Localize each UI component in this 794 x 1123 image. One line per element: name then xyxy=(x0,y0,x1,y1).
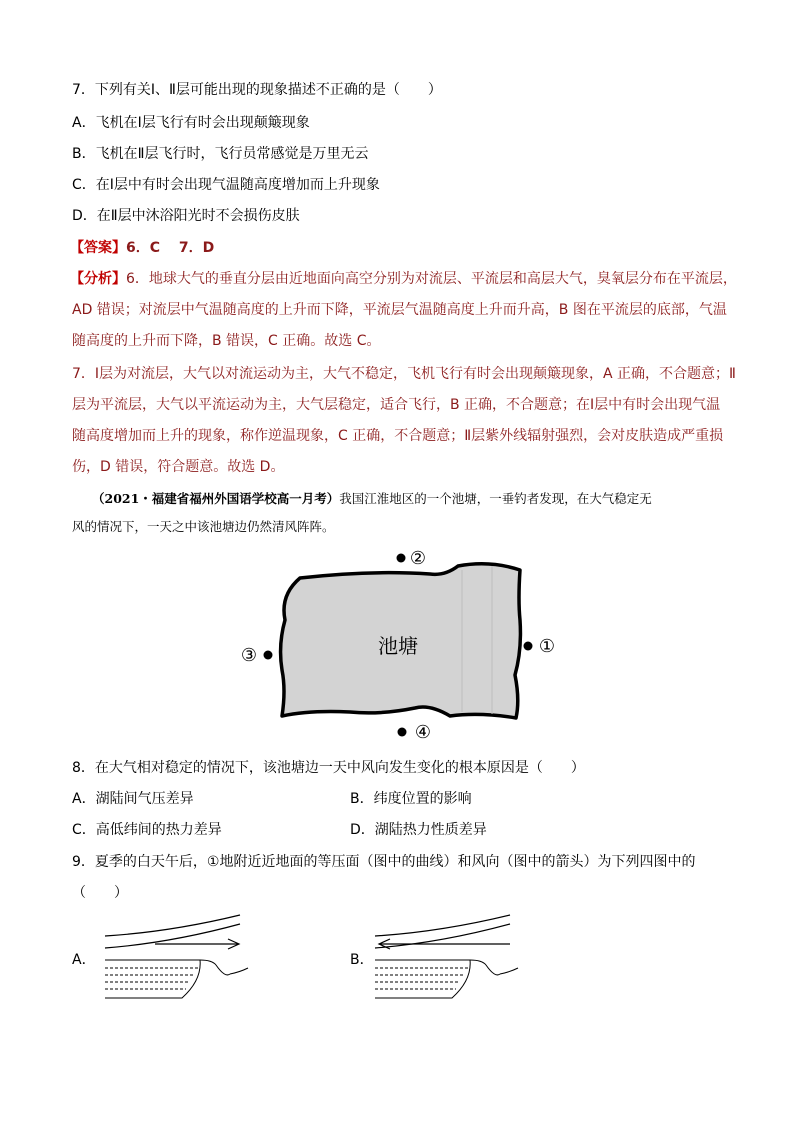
point-2-label: ② xyxy=(409,548,427,569)
point-2-dot xyxy=(397,554,406,563)
q8-option-a: A．湖陆间气压差异 xyxy=(72,791,194,807)
q9-option-b-label: B． xyxy=(350,952,374,968)
q8-option-b: B．纬度位置的影响 xyxy=(350,791,472,807)
q7-option-a: A．飞机在Ⅰ层飞行有时会出现颠簸现象 xyxy=(72,115,310,131)
q9-option-a-label: A． xyxy=(72,952,96,968)
q7-option-c: C．在Ⅰ层中有时会出现气温随高度增加而上升现象 xyxy=(72,177,380,193)
q7-option-d: D．在Ⅱ层中沐浴阳光时不会损伤皮肤 xyxy=(72,208,300,224)
analysis-line-1 xyxy=(70,269,737,289)
isobar-upper xyxy=(375,915,510,936)
point-1-label: ① xyxy=(538,636,556,657)
point-3-dot xyxy=(264,651,273,660)
q8-option-c: C．高低纬间的热力差异 xyxy=(72,822,222,838)
point-4-dot xyxy=(398,728,407,737)
q8-option-d: D．湖陆热力性质差异 xyxy=(350,822,487,838)
analysis-line-4: 7．Ⅰ层为对流层，大气以对流运动为主，大气不稳定，飞机飞行有时会出现颠簸现象，A 正确，不合题意；Ⅱ xyxy=(72,366,736,382)
analysis-line-7: 伤，D 错误，符合题意。故选 D。 xyxy=(72,459,285,475)
source-tag: （2021・福建省福州外国语学校高一月考） xyxy=(92,491,340,506)
source-line-2: 风的情况下，一天之中该池塘边仍然清风阵阵。 xyxy=(72,519,335,534)
q7-stem: 7．下列有关Ⅰ、Ⅱ层可能出现的现象描述不正确的是（ ） xyxy=(72,82,442,98)
pond-figure xyxy=(230,540,570,745)
source-line-1 xyxy=(92,490,652,508)
land-slope xyxy=(470,960,500,975)
point-3-label: ③ xyxy=(240,645,258,666)
answer-line xyxy=(70,238,214,258)
q9-option-a-figure xyxy=(100,910,250,1010)
land-slope xyxy=(230,968,248,974)
pond-label: 池塘 xyxy=(378,634,418,658)
point-1-dot xyxy=(524,642,533,651)
basin-floor xyxy=(375,960,470,998)
point-4-label: ④ xyxy=(414,722,432,743)
isobar-upper xyxy=(105,915,240,936)
land-slope xyxy=(200,960,230,975)
basin-floor xyxy=(105,960,200,998)
q9-paren: （ ） xyxy=(72,885,128,901)
analysis-line-5: 层为平流层，大气以平流运动为主，大气层稳定，适合飞行，B 正确，不合题意；在Ⅰ层中有时会出现气温 xyxy=(72,397,721,413)
analysis-line-3: 随高度的上升而下降，B 错误，C 正确。故选 C。 xyxy=(72,333,381,349)
analysis-text-1: 6．地球大气的垂直分层由近地面向高空分别为对流层、平流层和高层大气，臭氧层分布在平流层， xyxy=(126,271,737,287)
analysis-tag: 【分析】 xyxy=(70,271,126,287)
answer-tag: 【答案】 xyxy=(70,240,126,256)
q7-option-b: B．飞机在Ⅱ层飞行时，飞行员常感觉是万里无云 xyxy=(72,146,369,162)
analysis-line-6: 随高度增加而上升的现象，称作逆温现象，C 正确，不合题意；Ⅱ层紫外线辐射强烈，会对皮肤造成严重损 xyxy=(72,428,724,444)
analysis-line-2: AD 错误；对流层中气温随高度的上升而下降，平流层气温随高度上升而升高，B 图在平流层的底部，气温 xyxy=(72,302,727,318)
q9-option-b-figure xyxy=(370,910,520,1010)
q8-stem: 8．在大气相对稳定的情况下，该池塘边一天中风向发生变化的根本原因是（ ） xyxy=(72,760,585,776)
land-slope xyxy=(500,968,518,974)
answer-text: 6．C 7．D xyxy=(126,240,215,256)
source-text-1: 我国江淮地区的一个池塘，一垂钓者发现，在大气稳定无 xyxy=(339,491,652,506)
q9-stem: 9．夏季的白天午后，①地附近近地面的等压面（图中的曲线）和风向（图中的箭头）为下列四图中的 xyxy=(72,854,696,870)
